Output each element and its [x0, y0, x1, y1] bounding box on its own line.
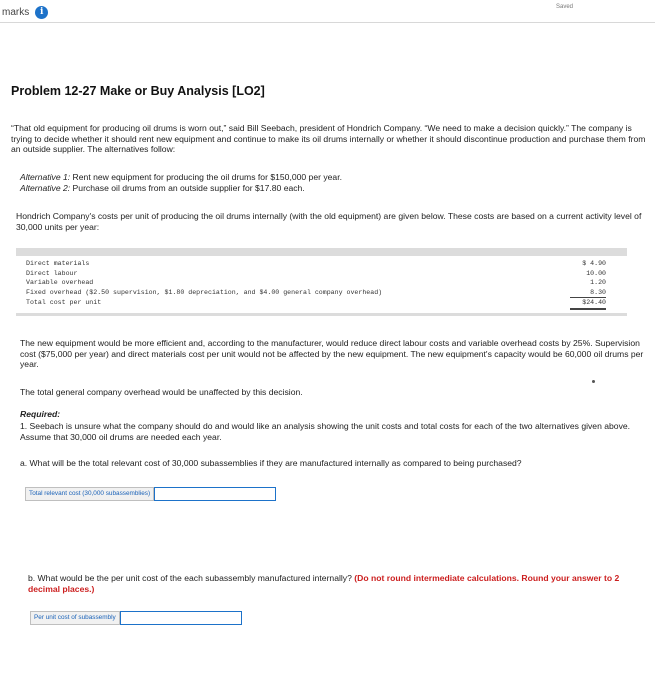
table-row — [26, 288, 606, 299]
answer-b-label: Per unit cost of subassembly — [30, 611, 120, 625]
answer-a-row — [25, 487, 276, 501]
table-row-total — [26, 298, 606, 310]
cost-value: 8.30 — [570, 288, 606, 299]
header-divider — [0, 22, 655, 23]
alternative-1-label: Alternative 1: — [20, 172, 71, 182]
question-b-text — [28, 573, 628, 594]
cost-label: Total cost per unit — [26, 299, 102, 307]
info-icon[interactable]: i — [35, 6, 48, 19]
alternative-2 — [20, 183, 640, 194]
cost-label: Direct labour — [26, 269, 78, 277]
alternatives-list — [20, 172, 640, 193]
problem-title: Problem 12-27 Make or Buy Analysis [LO2] — [11, 84, 265, 98]
per-unit-cost-input[interactable] — [120, 611, 242, 625]
question-a-text: a. What will be the total relevant cost of 30,000 subassemblies if they are manufactured internally as compared to being purchased? — [20, 458, 522, 468]
table-row — [26, 269, 606, 279]
new-equipment-paragraph: The new equipment would be more efficient and, according to the manufacturer, would reduce direct labour costs and variable overhead costs by 25%. Supervision cost ($75,000 per year) and direct materials cost per unit would not be affected by the new equipment. The new equipment's capacity would be 60,000 oil drums per year. — [20, 338, 644, 369]
cost-label: Variable overhead — [26, 279, 94, 287]
required-1-text: 1. Seebach is unsure what the company should do and would like an analysis showing the unit costs and total costs for each of the two alternatives given above. Assume that 30,000 oil drums are needed each year. — [20, 421, 631, 442]
total-relevant-cost-input[interactable] — [154, 487, 276, 501]
cost-table — [26, 259, 606, 310]
alternative-2-text: Purchase oil drums from an outside supplier for $17.80 each. — [70, 182, 305, 193]
answer-b-row — [30, 611, 242, 625]
question-b-main: b. What would be the per unit cost of the each subassembly manufactured internally? — [28, 573, 355, 583]
rounding-note: (Do not round intermediate calculations. Round your answer to 2 decimal places.) — [28, 573, 620, 594]
table-row — [26, 259, 606, 269]
alternative-1-text: Rent new equipment for producing the oil drums for $150,000 per year. — [70, 172, 342, 182]
costs-intro-paragraph: Hondrich Company's costs per unit of producing the oil drums internally (with the old equipment) are given below. These costs are based on a current activity level of 30,000 units per year: — [16, 211, 642, 232]
answer-a-label: Total relevant cost (30,000 subassemblies) — [25, 487, 154, 501]
required-label: Required: — [20, 409, 61, 419]
cost-label: Direct materials — [26, 260, 90, 267]
cost-label: Fixed overhead ($2.50 supervision, $1.80 depreciation, and $4.00 general company overhead) — [26, 288, 383, 296]
marks-label: marks — [2, 7, 30, 18]
cost-value: $24.40 — [570, 298, 606, 310]
cost-value: 10.00 — [586, 269, 606, 277]
intro-paragraph: “That old equipment for producing oil drums is worn out,” said Bill Seebach, president of Hondrich Company. “We need to make a decision quickly.” The company is trying to decide whether it should rent new equipment and continue to make its oil drums internally or whether it should discontinue production and purchase them from an outside supplier. The alternatives follow: — [11, 123, 646, 154]
marks-header — [2, 6, 48, 19]
saved-status: Saved — [556, 4, 574, 10]
overhead-paragraph: The total general company overhead would be unaffected by this decision. — [20, 387, 303, 397]
cost-value: 1.20 — [590, 279, 606, 287]
alternative-2-label: Alternative 2: — [20, 182, 71, 193]
table-row — [26, 278, 606, 288]
table-bottom-band — [16, 313, 627, 316]
alternative-1 — [20, 172, 640, 183]
cost-value: $ 4.90 — [582, 260, 606, 267]
table-top-band — [16, 248, 627, 256]
dot-marker — [592, 380, 595, 383]
